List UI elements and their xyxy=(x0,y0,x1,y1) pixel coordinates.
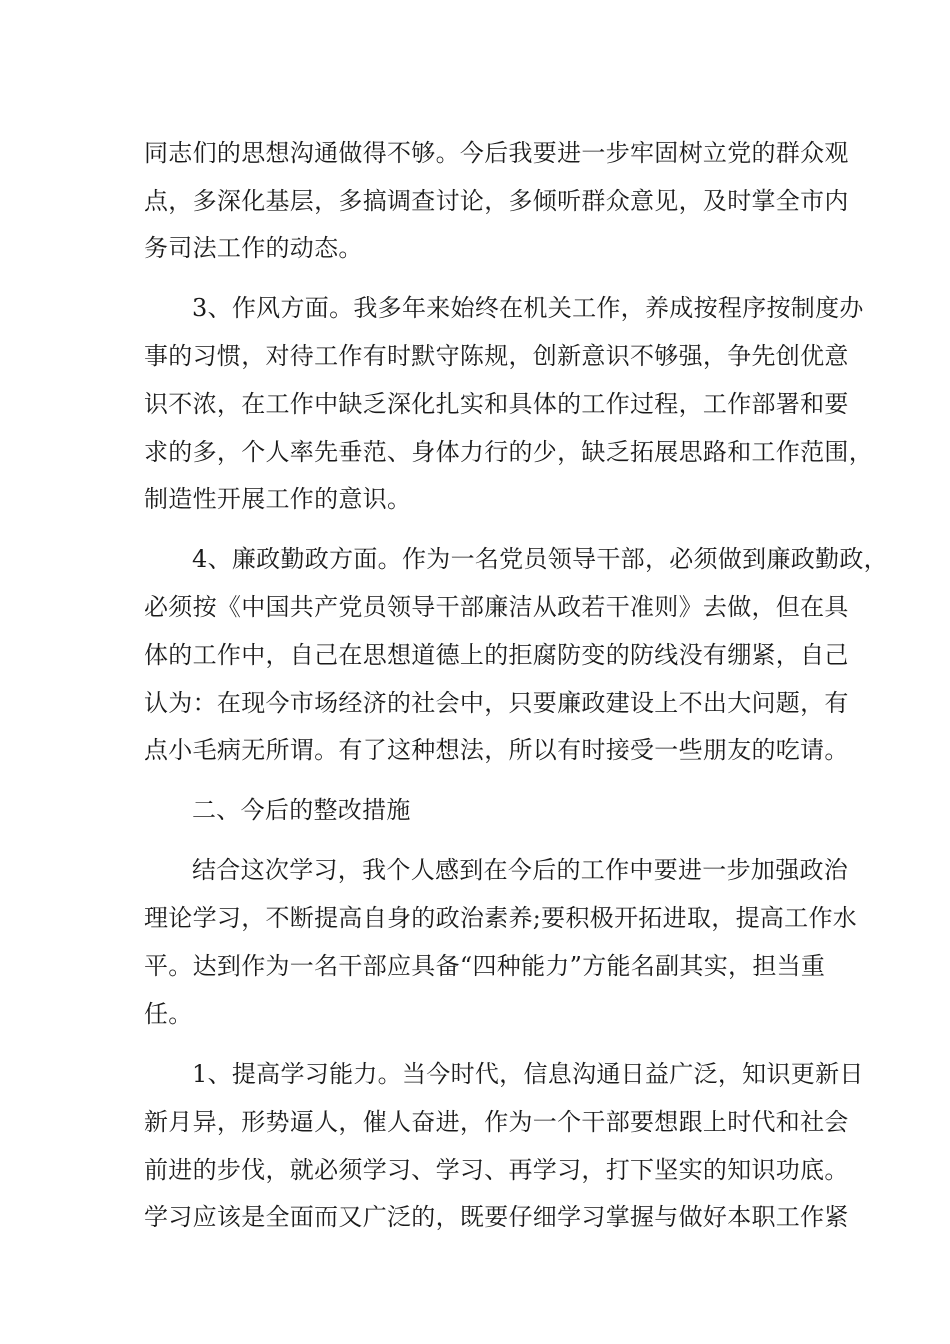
text-line: 必须按《中国共产党员领导干部廉洁从政若干准则》去做，但在具 xyxy=(144,593,849,621)
text-line: 体的工作中，自己在思想道德上的拒腐防变的防线没有绷紧，自己 xyxy=(144,641,849,669)
text-line: 点，多深化基层，多搞调查讨论，多倾听群众意见，及时掌全市内 xyxy=(144,187,849,215)
text-line: 制造性开展工作的意识。 xyxy=(144,485,412,513)
text-line: 点小毛病无所谓。有了这种想法，所以有时接受一些朋友的吃请。 xyxy=(144,736,849,764)
text-line: 求的多，个人率先垂范、身体力行的少，缺乏拓展思路和工作范围， xyxy=(144,438,873,466)
text-line: 新月异，形势逼人，催人奋进，作为一个干部要想跟上时代和社会 xyxy=(144,1108,849,1136)
text-line: 任。 xyxy=(144,1000,193,1028)
text-line: 务司法工作的动态。 xyxy=(144,234,363,262)
text-line: 结合这次学习，我个人感到在今后的工作中要进一步加强政治 xyxy=(192,856,849,884)
text-line: 事的习惯，对待工作有时默守陈规，创新意识不够强，争先创优意 xyxy=(144,342,849,370)
text-line: 同志们的思想沟通做得不够。今后我要进一步牢固树立党的群众观 xyxy=(144,139,849,167)
text-line: 理论学习，不断提高自身的政治素养;要积极开拓进取，提高工作水 xyxy=(144,904,858,932)
text-line: 学习应该是全面而又广泛的，既要仔细学习掌握与做好本职工作紧 xyxy=(144,1203,849,1231)
section-heading: 二、今后的整改措施 xyxy=(192,796,411,824)
text-line: 4、廉政勤政方面。作为一名党员领导干部，必须做到廉政勤政， xyxy=(192,545,888,573)
text-line: 识不浓，在工作中缺乏深化扎实和具体的工作过程，工作部署和要 xyxy=(144,390,849,418)
text-line: 1、提高学习能力。当今时代，信息沟通日益广泛，知识更新日 xyxy=(192,1060,864,1088)
text-line: 3、作风方面。我多年来始终在机关工作，养成按程序按制度办 xyxy=(192,294,864,322)
text-line: 平。达到作为一名干部应具备“四种能力”方能名副其实，担当重 xyxy=(144,952,826,980)
text-line: 认为：在现今市场经济的社会中，只要廉政建设上不出大问题，有 xyxy=(144,689,849,717)
text-line: 前进的步伐，就必须学习、学习、再学习，打下坚实的知识功底。 xyxy=(144,1156,849,1184)
